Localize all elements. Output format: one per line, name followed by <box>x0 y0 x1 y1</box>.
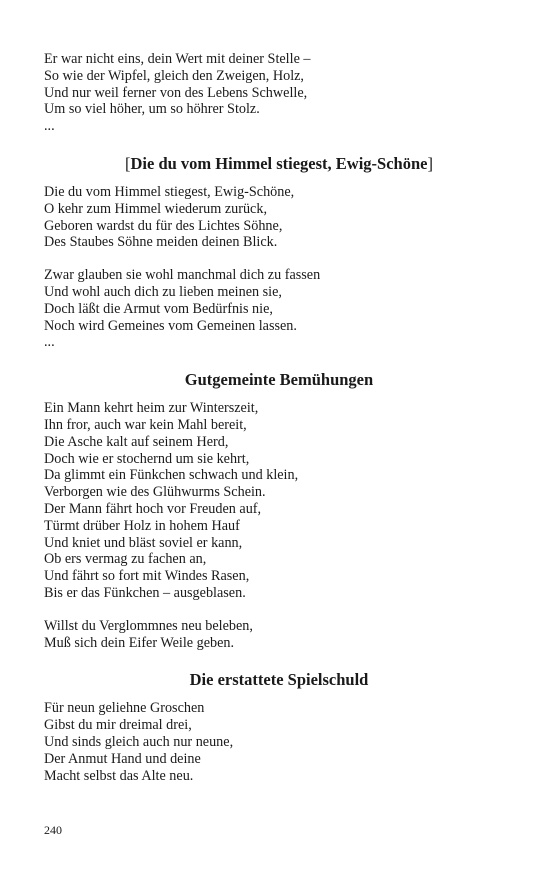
verse-line: Und sinds gleich auch nur neune, <box>44 733 234 750</box>
verse-line: Ihn fror, auch war kein Mahl bereit, <box>44 416 247 433</box>
title-bracket-close: ] <box>427 153 433 173</box>
verse-line: Muß sich dein Eifer Weile geben. <box>44 634 235 651</box>
verse-line: Verborgen wie des Glühwurms Schein. <box>44 484 266 501</box>
verse-line: Ob ers vermag zu fachen an, <box>44 551 207 568</box>
ellipsis-line: ... <box>44 334 55 351</box>
poem-stanza <box>44 267 514 351</box>
verse-line: Für neun geliehne Groschen <box>44 700 205 717</box>
verse-line: Doch wie er stochernd um sie kehrt, <box>44 450 250 467</box>
verse-line: Türmt drüber Holz in hohem Hauf <box>44 517 240 534</box>
title-bracket-open: [ <box>125 153 131 173</box>
verse-line: Doch läßt die Armut vom Bedürfnis nie, <box>44 300 273 317</box>
stanza-gap <box>44 602 514 618</box>
verse-line: Die du vom Himmel stiegest, Ewig-Schöne, <box>44 183 295 200</box>
verse-line: Willst du Verglommnes neu beleben, <box>44 617 253 634</box>
verse-line: So wie der Wipfel, gleich den Zweigen, Holz, <box>44 67 304 84</box>
verse-line: Und nur weil ferner von des Lebens Schwelle, <box>44 84 308 101</box>
verse-line: Um so viel höher, um so höhrer Stolz. <box>44 101 260 118</box>
verse-line: Des Staubes Söhne meiden deinen Blick. <box>44 234 278 251</box>
verse-line: Und fährt so fort mit Windes Rasen, <box>44 568 250 585</box>
stanza-gap <box>44 251 514 267</box>
poem-stanza <box>44 400 514 602</box>
verse-line: O kehr zum Himmel wiederum zurück, <box>44 200 267 217</box>
verse-line: Die Asche kalt auf seinem Herd, <box>44 433 229 450</box>
verse-line: Er war nicht eins, dein Wert mit deiner Stelle – <box>44 51 311 67</box>
verse-line: Und kniet und bläst soviel er kann, <box>44 534 243 551</box>
verse-line: Und wohl auch dich zu lieben meinen sie, <box>44 283 282 300</box>
verse-line: Der Anmut Hand und deine <box>44 750 201 767</box>
poem-stanza <box>44 618 514 652</box>
verse-line: Bis er das Fünkchen – ausgeblasen. <box>44 584 246 601</box>
intro-stanza <box>44 51 514 135</box>
verse-line: Da glimmt ein Fünkchen schwach und klein, <box>44 467 299 484</box>
page-number: 240 <box>44 823 62 837</box>
poem-stanza <box>44 184 514 251</box>
poem-stanza <box>44 700 514 784</box>
verse-line: Zwar glauben sie wohl manchmal dich zu fassen <box>44 267 321 284</box>
verse-line: Gibst du mir dreimal drei, <box>44 717 192 734</box>
ellipsis-line: ... <box>44 118 55 135</box>
verse-line: Ein Mann kehrt heim zur Winterszeit, <box>44 400 259 417</box>
verse-line: Geboren wardst du für des Lichtes Söhne, <box>44 217 283 234</box>
page-content <box>44 51 514 784</box>
verse-line: Der Mann fährt hoch vor Freuden auf, <box>44 500 262 517</box>
poem-title-text: Die du vom Himmel stiegest, Ewig-Schöne <box>130 153 428 173</box>
verse-line: Noch wird Gemeines vom Gemeinen lassen. <box>44 317 297 334</box>
poem-title: Die erstattete Spielschuld <box>189 670 369 690</box>
poem-title <box>44 154 514 174</box>
verse-line: Macht selbst das Alte neu. <box>44 767 194 784</box>
poem-title: Gutgemeinte Bemühungen <box>184 370 374 390</box>
